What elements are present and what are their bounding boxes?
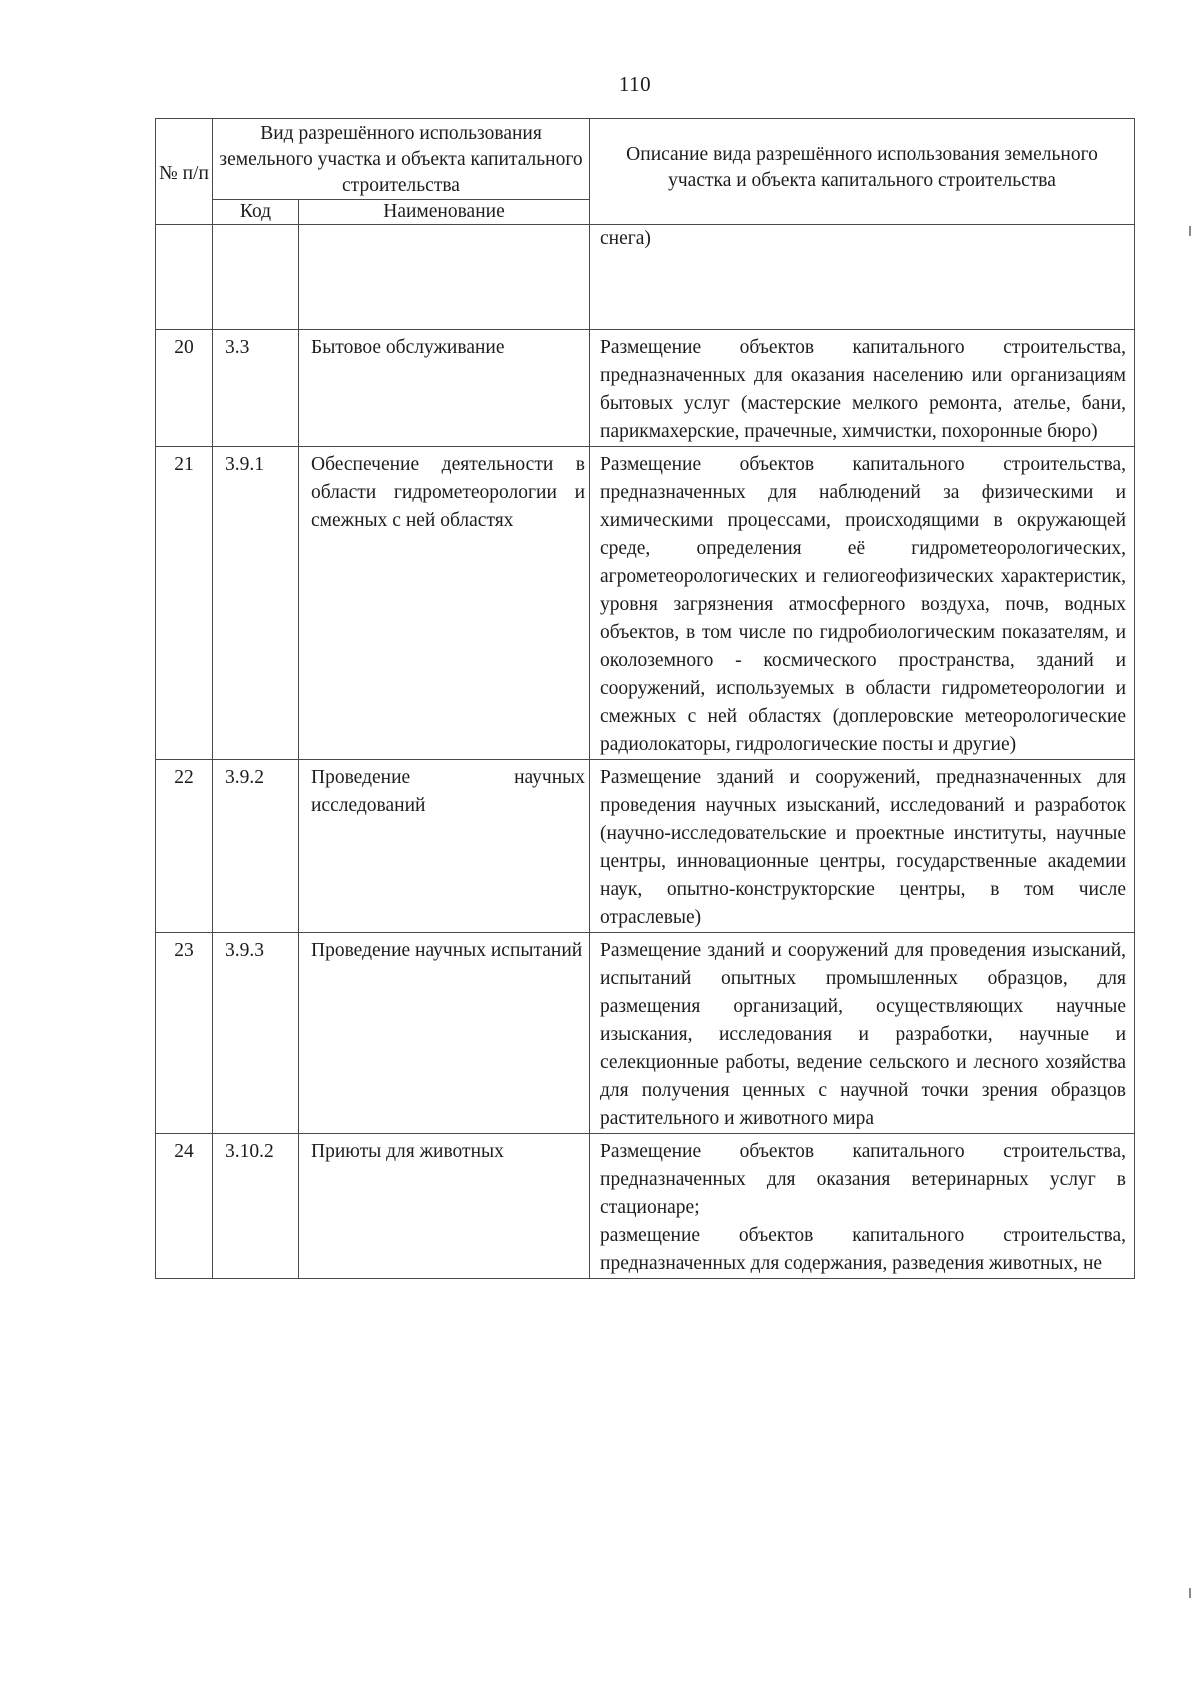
scan-margin-mark — [1189, 1588, 1191, 1598]
description-paragraph: Размещение объектов капитального строительства, предназначенных для оказания населению или организациям бытовых услуг (мастерские мелкого ремонта, ателье, бани, парикмахерские, прачечные, химчистки, похоронные бюро) — [600, 337, 1127, 442]
cell-code: 3.9.3 — [213, 933, 299, 1134]
header-number: № п/п — [156, 119, 213, 225]
page-number: 110 — [618, 72, 652, 96]
header-code: Код — [213, 200, 299, 225]
cell-name — [299, 225, 590, 330]
land-use-table — [155, 118, 1135, 1279]
cell-name: Проведение научных исследований — [299, 760, 590, 933]
cell-name: Приюты для животных — [299, 1134, 590, 1279]
cell-name: Обеспечение деятельности в области гидрометеорологии и смежных с ней областях — [299, 447, 590, 760]
description-paragraph: Размещение объектов капитального строительства, предназначенных для наблюдений за физическими и химическими процессами, происходящими в окружающей среде, определения её гидрометеорологических, агрометеорологических и гелиогеофизических характеристик, уровня загрязнения атмосферного воздуха, почв, водных объектов, в том числе по гидробиологическим показателям, и околоземного - космического пространства, зданий и сооружений, используемых в области гидрометеорологии и смежных с ней областях (доплеровские метеорологические радиолокаторы, гидрологические посты и другие) — [600, 454, 1127, 755]
cell-number: 23 — [156, 933, 213, 1134]
cell-code: 3.3 — [213, 330, 299, 447]
cell-description — [590, 760, 1135, 933]
table-row-continuation — [156, 225, 1135, 330]
cell-number: 20 — [156, 330, 213, 447]
cell-description — [590, 933, 1135, 1134]
description-paragraph: Размещение зданий и сооружений, предназначенных для проведения научных изысканий, исследований и разработок (научно-исследовательские и проектные институты, научные центры, инновационные центры, государственные академии наук, опытно-конструкторские центры, в том числе отраслевые) — [600, 767, 1127, 928]
cell-code: 3.10.2 — [213, 1134, 299, 1279]
header-name: Наименование — [299, 200, 590, 225]
cell-number: 24 — [156, 1134, 213, 1279]
description-paragraph: Размещение объектов капитального строительства, предназначенных для оказания ветеринарных услуг в стационаре; — [600, 1141, 1127, 1218]
table-row — [156, 1134, 1135, 1279]
table-row — [156, 447, 1135, 760]
table-row — [156, 933, 1135, 1134]
table-row — [156, 760, 1135, 933]
cell-description — [590, 225, 1135, 330]
cell-number — [156, 225, 213, 330]
table-row — [156, 330, 1135, 447]
cell-number: 22 — [156, 760, 213, 933]
cell-code: 3.9.2 — [213, 760, 299, 933]
scan-margin-mark — [1189, 226, 1191, 236]
cell-code: 3.9.1 — [213, 447, 299, 760]
cell-number: 21 — [156, 447, 213, 760]
description-paragraph: Размещение зданий и сооружений для проведения изысканий, испытаний опытных промышленных образцов, для размещения организаций, осуществляющих научные изыскания, исследования и разработки, научные и селекционные работы, ведение сельского и лесного хозяйства для получения ценных с научной точки зрения образцов растительного и животного мира — [600, 940, 1127, 1129]
cell-code — [213, 225, 299, 330]
cell-description — [590, 330, 1135, 447]
cell-name: Проведение научных испытаний — [299, 933, 590, 1134]
description-paragraph: размещение объектов капитального строительства, предназначенных для содержания, разведения животных, не — [600, 1225, 1127, 1274]
cell-description — [590, 1134, 1135, 1279]
header-land-use-type: Вид разрешённого использования земельного участка и объекта капитального строительства — [213, 119, 590, 200]
cell-name: Бытовое обслуживание — [299, 330, 590, 447]
header-row — [156, 119, 1135, 200]
cell-description — [590, 447, 1135, 760]
description-paragraph: снега) — [600, 228, 651, 249]
header-description: Описание вида разрешённого использования земельного участка и объекта капитального строительства — [590, 119, 1135, 225]
